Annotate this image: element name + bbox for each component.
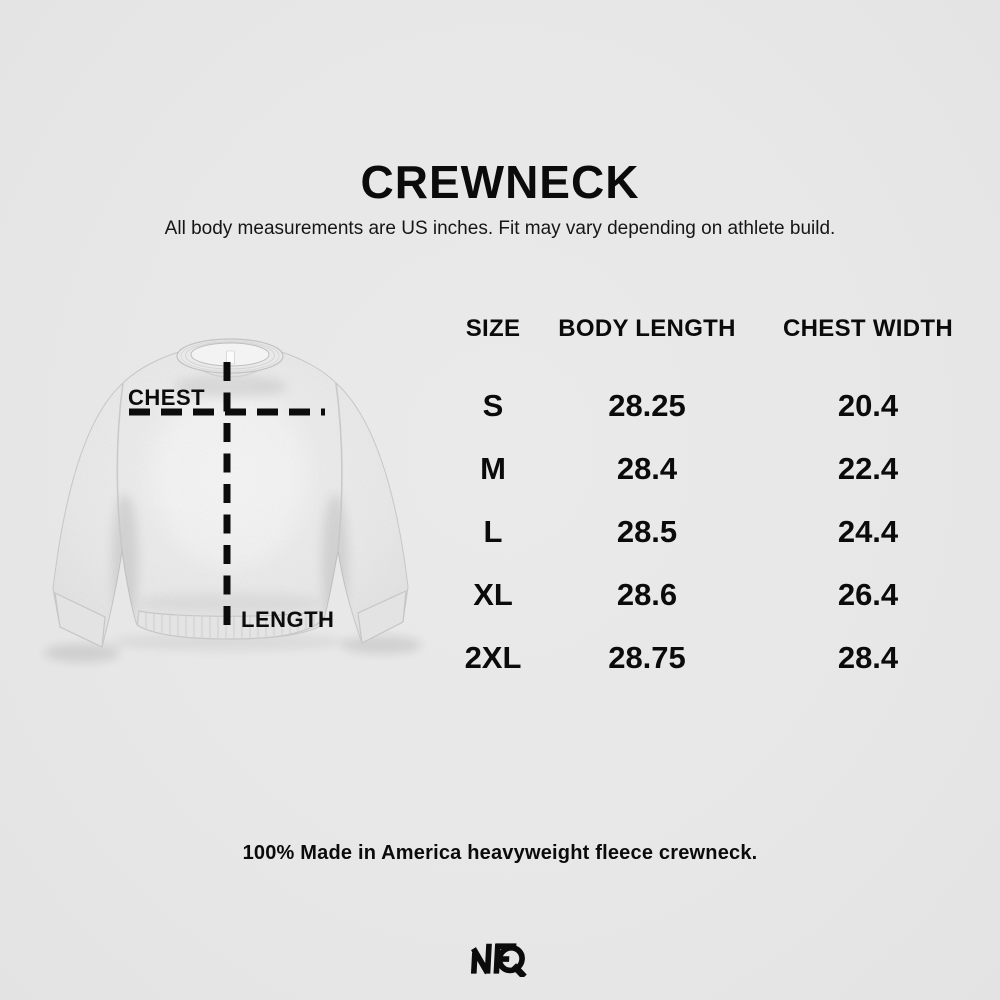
size-value: 2XL [464,639,522,675]
size-chart-table [440,300,988,689]
size-value: XL [473,576,513,612]
sweatshirt-measurement-diagram [22,325,442,675]
size-chart-body [440,374,988,689]
logo-letter-n [472,944,489,974]
body-length-value: 28.75 [608,639,686,675]
size-value: L [483,513,503,549]
logo-letter-q-tail [513,966,525,977]
column-header-body-length: BODY LENGTH [558,315,736,342]
size-value: S [482,387,504,423]
page-subtitle: All body measurements are US inches. Fit may vary depending on athlete build. [164,218,836,239]
size-value: M [480,450,506,486]
page-title: CREWNECK [360,156,640,208]
sweatshirt-illustration [22,325,442,675]
chest-width-value: 28.4 [837,639,899,675]
table-row [440,626,988,689]
table-row [440,374,988,437]
column-header-size: SIZE [465,315,521,342]
table-row [440,437,988,500]
table-row [440,500,988,563]
product-description: 100% Made in America heavyweight fleece crewneck. [242,842,758,864]
nfq-logo [470,938,530,978]
size-chart-header-row [440,300,988,358]
chest-width-value: 24.4 [837,513,899,549]
body-length-value: 28.4 [616,450,678,486]
body-length-value: 28.5 [616,513,678,549]
column-header-chest-width: CHEST WIDTH [783,315,953,342]
body-length-value: 28.25 [608,387,686,423]
nfq-logo-icon [470,938,528,977]
length-label: LENGTH [241,607,335,632]
chest-width-value: 22.4 [837,450,899,486]
table-row [440,563,988,626]
chest-width-value: 26.4 [837,576,899,612]
chest-label: CHEST [128,385,206,410]
chest-width-value: 20.4 [837,387,899,423]
body-length-value: 28.6 [616,576,678,612]
